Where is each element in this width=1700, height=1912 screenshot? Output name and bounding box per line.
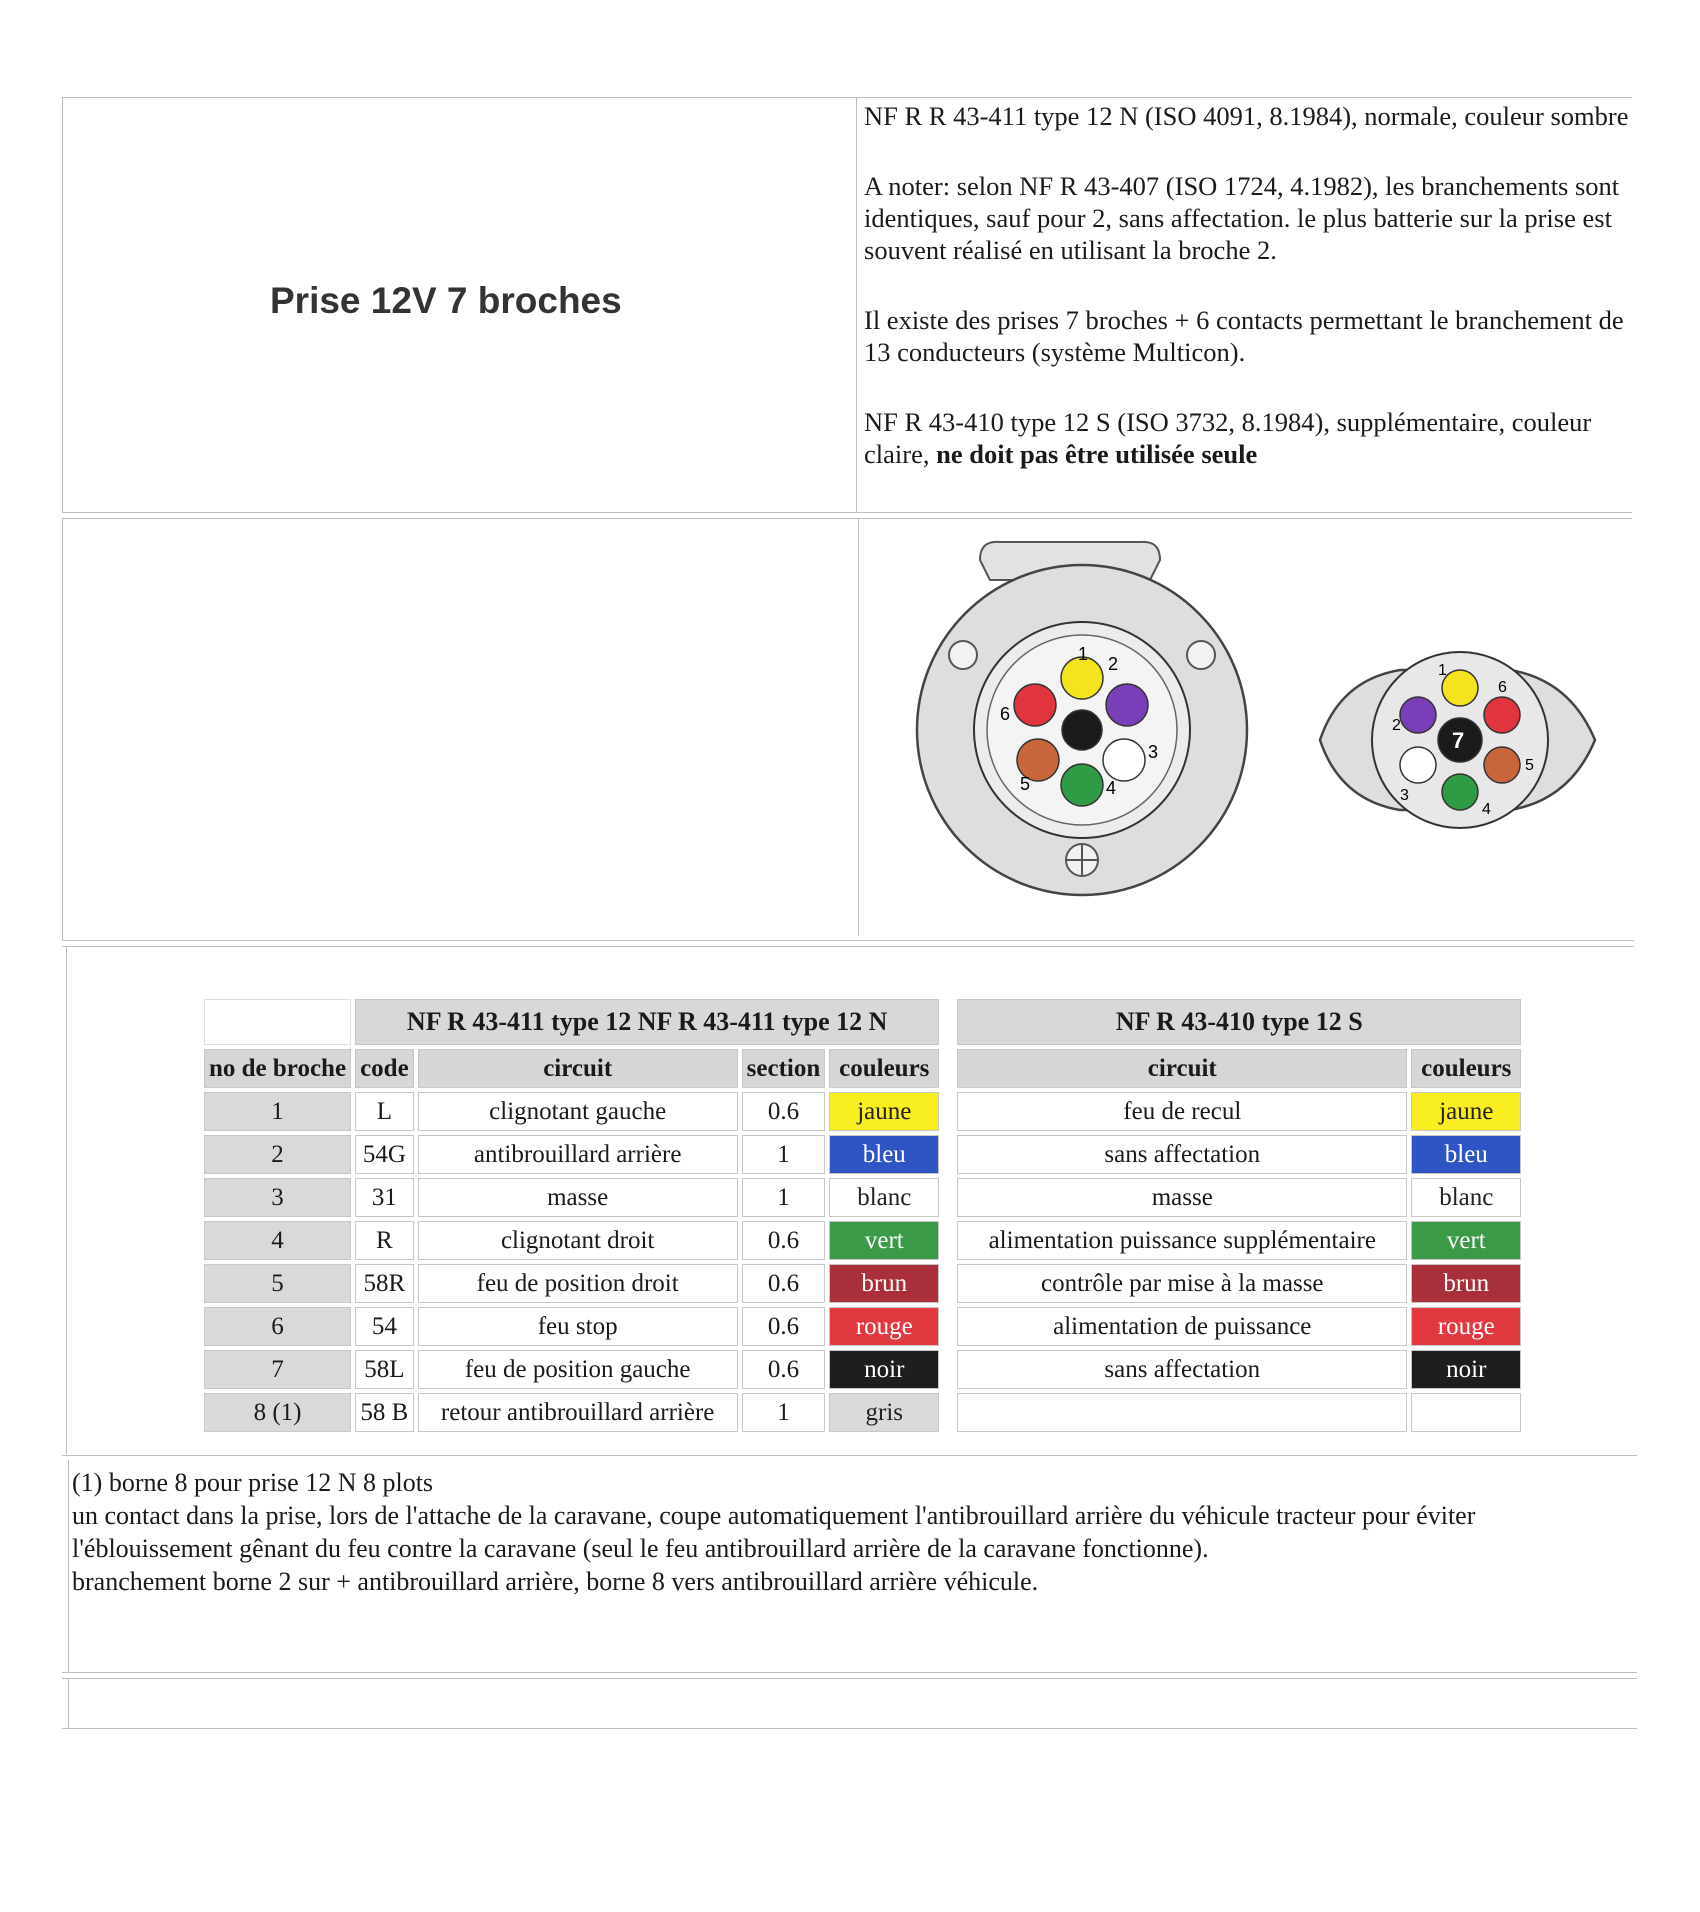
col-couleurs: couleurs xyxy=(829,1049,939,1088)
cell-circuit: retour antibrouillard arrière xyxy=(418,1393,738,1432)
table-row xyxy=(204,1350,1521,1389)
cell-code: 58L xyxy=(355,1350,414,1389)
plug-pin-5 xyxy=(1484,747,1520,783)
cell-circuit-12s: contrôle par mise à la masse xyxy=(957,1264,1407,1303)
socket-pin-2 xyxy=(1106,684,1148,726)
cell-color: rouge xyxy=(829,1307,939,1346)
table-row xyxy=(204,1178,1521,1217)
col-section: section xyxy=(742,1049,826,1088)
cell-circuit: clignotant droit xyxy=(418,1221,738,1260)
grid-line xyxy=(62,1678,1637,1679)
cell-color-12s: noir xyxy=(1411,1350,1521,1389)
note-12s xyxy=(864,406,1644,470)
table-row xyxy=(204,1135,1521,1174)
column-gap xyxy=(943,1307,953,1346)
cell-section: 0.6 xyxy=(742,1221,826,1260)
cell-color-12s: bleu xyxy=(1411,1135,1521,1174)
footnote-line-3: branchement borne 2 sur + antibrouillard arrière, borne 8 vers antibrouillard arrière véhicule. xyxy=(72,1567,1039,1596)
cell-color: vert xyxy=(829,1221,939,1260)
cell-color-12s: brun xyxy=(1411,1264,1521,1303)
grid-line xyxy=(62,940,1634,941)
plug-pin-2 xyxy=(1400,697,1436,733)
col-pin: no de broche xyxy=(204,1049,351,1088)
cell-color: gris xyxy=(829,1393,939,1432)
cell-section: 1 xyxy=(742,1135,826,1174)
cell-code: 31 xyxy=(355,1178,414,1217)
column-gap xyxy=(943,1264,953,1303)
socket-diagram xyxy=(917,542,1247,895)
cell-pin: 4 xyxy=(204,1221,351,1260)
cell-pin: 1 xyxy=(204,1092,351,1131)
standards-notes xyxy=(864,100,1644,508)
cell-circuit-12s: sans affectation xyxy=(957,1135,1407,1174)
grid-line xyxy=(66,946,67,1454)
cell-section: 1 xyxy=(742,1178,826,1217)
cell-code: L xyxy=(355,1092,414,1131)
grid-line xyxy=(62,1728,1637,1729)
plug-label-5: 5 xyxy=(1525,757,1534,774)
group-header-12n: NF R 43-411 type 12 NF R 43-411 type 12 N xyxy=(355,999,939,1045)
footnote-line-2: un contact dans la prise, lors de l'attache de la caravane, coupe automatiquement l'antibrouillard arrière du véhicule tracteur pour éviter l'éblouissement gênant du feu contre la caravane (seul le feu antibrouillard arrière de la caravane fonctionne). xyxy=(72,1501,1476,1563)
empty-corner xyxy=(204,999,351,1045)
cell-color-12s: jaune xyxy=(1411,1092,1521,1131)
col-circuit-12s: circuit xyxy=(957,1049,1407,1088)
table-header-row xyxy=(204,1049,1521,1088)
cell-color: bleu xyxy=(829,1135,939,1174)
cell-circuit-12s: masse xyxy=(957,1178,1407,1217)
cell-circuit-12s: feu de recul xyxy=(957,1092,1407,1131)
socket-pin-6 xyxy=(1014,684,1056,726)
pin-assignment-table xyxy=(200,995,1525,1436)
cell-circuit-12s: sans affectation xyxy=(957,1350,1407,1389)
cell-color: noir xyxy=(829,1350,939,1389)
grid-line xyxy=(62,97,1632,98)
grid-line xyxy=(68,1678,69,1728)
cell-circuit: feu de position gauche xyxy=(418,1350,738,1389)
footnote-line-1: (1) borne 8 pour prise 12 N 8 plots xyxy=(72,1468,434,1497)
socket-pin-3 xyxy=(1103,739,1145,781)
column-gap xyxy=(943,1135,953,1174)
cell-color: jaune xyxy=(829,1092,939,1131)
cell-section: 1 xyxy=(742,1393,826,1432)
socket-label-5: 5 xyxy=(1020,774,1031,794)
cell-code: 58R xyxy=(355,1264,414,1303)
plug-diagram xyxy=(1320,652,1595,828)
socket-label-3: 3 xyxy=(1148,742,1159,762)
table-group-row xyxy=(204,999,1521,1045)
col-code: code xyxy=(355,1049,414,1088)
grid-line xyxy=(62,1672,1637,1673)
cell-section: 0.6 xyxy=(742,1264,826,1303)
column-gap xyxy=(943,1092,953,1131)
cell-section: 0.6 xyxy=(742,1307,826,1346)
plug-label-6: 6 xyxy=(1498,679,1507,696)
grid-line xyxy=(62,97,63,512)
cell-pin: 8 (1) xyxy=(204,1393,351,1432)
plug-label-1: 1 xyxy=(1438,662,1447,679)
plug-label-7: 7 xyxy=(1452,728,1465,753)
socket-pin-4 xyxy=(1061,764,1103,806)
plug-pin-6 xyxy=(1484,697,1520,733)
note-iso1724: A noter: selon NF R 43-407 (ISO 1724, 4.1982), les branchements sont identiques, sauf pour 2, sans affectation. le plus batterie sur la prise est souvent réalisé en utilisant la broche 2. xyxy=(864,171,1620,265)
col-circuit: circuit xyxy=(418,1049,738,1088)
note-12n: NF R R 43-411 type 12 N (ISO 4091, 8.1984), normale, couleur sombre xyxy=(864,101,1629,131)
page-title: Prise 12V 7 broches xyxy=(270,280,622,321)
column-gap xyxy=(943,1049,953,1088)
cell-color-12s: blanc xyxy=(1411,1178,1521,1217)
cell-circuit: feu stop xyxy=(418,1307,738,1346)
screw-icon xyxy=(1187,641,1215,669)
cell-circuit-12s xyxy=(957,1393,1407,1432)
cell-section: 0.6 xyxy=(742,1092,826,1131)
connector-diagrams xyxy=(870,520,1630,920)
cell-code: R xyxy=(355,1221,414,1260)
grid-line xyxy=(856,97,857,512)
socket-label-6: 6 xyxy=(1000,704,1011,724)
cell-circuit-12s: alimentation puissance supplémentaire xyxy=(957,1221,1407,1260)
column-gap xyxy=(943,1178,953,1217)
table-row xyxy=(204,1393,1521,1432)
col-couleurs-12s: couleurs xyxy=(1411,1049,1521,1088)
grid-line xyxy=(68,1460,69,1672)
grid-line xyxy=(62,946,1634,947)
table-row xyxy=(204,1092,1521,1131)
group-header-12s: NF R 43-410 type 12 S xyxy=(957,999,1521,1045)
column-gap xyxy=(943,1221,953,1260)
cell-pin: 6 xyxy=(204,1307,351,1346)
cell-circuit-12s: alimentation de puissance xyxy=(957,1307,1407,1346)
socket-label-1: 1 xyxy=(1078,644,1089,664)
cell-code: 54 xyxy=(355,1307,414,1346)
socket-label-4: 4 xyxy=(1106,778,1117,798)
column-gap xyxy=(943,999,953,1045)
screw-icon xyxy=(949,641,977,669)
cell-circuit: clignotant gauche xyxy=(418,1092,738,1131)
cell-pin: 3 xyxy=(204,1178,351,1217)
cell-color-12s: vert xyxy=(1411,1221,1521,1260)
cell-circuit: masse xyxy=(418,1178,738,1217)
cell-pin: 2 xyxy=(204,1135,351,1174)
note-12s-warning: ne doit pas être utilisée seule xyxy=(936,439,1258,469)
cell-circuit: feu de position droit xyxy=(418,1264,738,1303)
cell-pin: 5 xyxy=(204,1264,351,1303)
plug-pin-4 xyxy=(1442,774,1478,810)
grid-line xyxy=(62,1455,1637,1456)
column-gap xyxy=(943,1350,953,1389)
grid-line xyxy=(62,512,1632,513)
plug-label-3: 3 xyxy=(1400,787,1409,804)
cell-color-12s xyxy=(1411,1393,1521,1432)
plug-pin-1 xyxy=(1442,670,1478,706)
cell-circuit: antibrouillard arrière xyxy=(418,1135,738,1174)
cell-color-12s: rouge xyxy=(1411,1307,1521,1346)
cell-section: 0.6 xyxy=(742,1350,826,1389)
cell-code: 58 B xyxy=(355,1393,414,1432)
table-row xyxy=(204,1264,1521,1303)
cell-color: blanc xyxy=(829,1178,939,1217)
plug-pin-3 xyxy=(1400,747,1436,783)
plug-label-2: 2 xyxy=(1392,717,1401,734)
grid-line xyxy=(858,518,859,936)
socket-pin-7 xyxy=(1062,710,1102,750)
grid-line xyxy=(62,518,63,940)
note-12s-text: NF R 43-410 type 12 S (ISO 3732, 8.1984), supplémentaire, couleur claire, xyxy=(864,407,1592,469)
cell-code: 54G xyxy=(355,1135,414,1174)
table-row xyxy=(204,1307,1521,1346)
note-multicon: Il existe des prises 7 broches + 6 contacts permettant le branchement de 13 conducteurs (système Multicon). xyxy=(864,305,1624,367)
table-row xyxy=(204,1221,1521,1260)
column-gap xyxy=(943,1393,953,1432)
socket-label-2: 2 xyxy=(1108,654,1119,674)
cell-color: brun xyxy=(829,1264,939,1303)
grid-line xyxy=(62,518,1632,519)
footnote xyxy=(72,1466,1632,1598)
plug-label-4: 4 xyxy=(1482,801,1491,818)
cell-pin: 7 xyxy=(204,1350,351,1389)
